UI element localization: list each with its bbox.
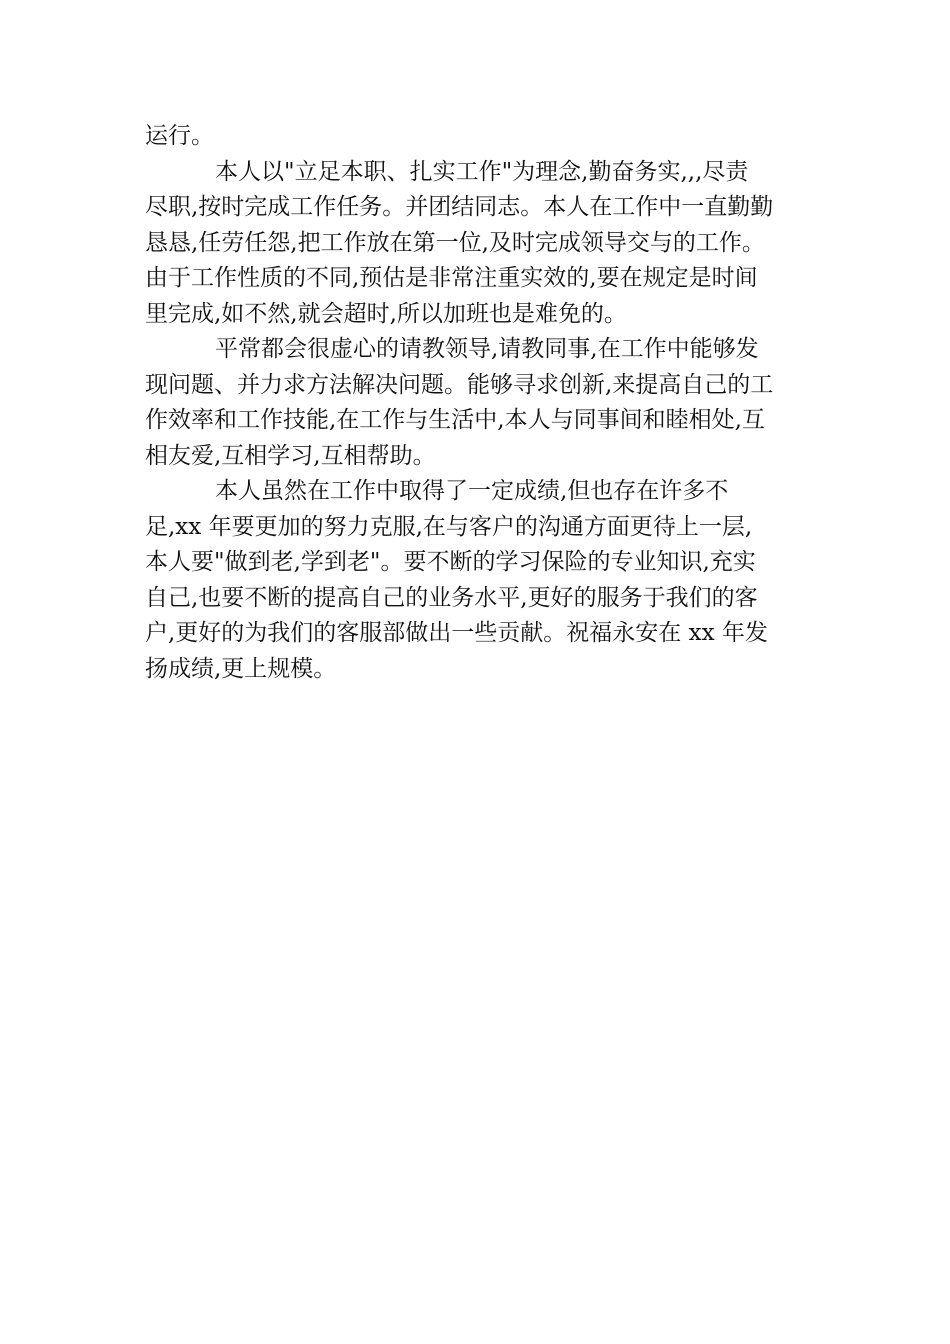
- text-line: 现问题、并力求方法解决问题。能够寻求创新,来提高自己的工: [145, 371, 774, 398]
- text-line: 本人虽然在工作中取得了一定成绩,但也存在许多不: [215, 478, 729, 504]
- text-line: 本人以"立足本职、扎实工作"为理念,勤奋务实,,,尽责: [215, 158, 749, 185]
- text-line: 恳恳,任劳任怨,把工作放在第一位,及时完成领导交与的工作。: [145, 229, 765, 256]
- text-line: 作效率和工作技能,在工作与生活中,本人与同事间和睦相处,互: [145, 407, 765, 433]
- text-line: 里完成,如不然,就会超时,所以加班也是难免的。: [145, 300, 627, 327]
- text-line: 足,xx 年要更加的努力克服,在与客户的沟通方面更待上一层,: [145, 513, 753, 540]
- text-line: 平常都会很虚心的请教领导,请教同事,在工作中能够发: [215, 336, 759, 362]
- text-line: 由于工作性质的不同,预估是非常注重实效的,要在规定是时间: [145, 265, 758, 291]
- text-line: 运行。: [145, 123, 214, 149]
- text-line: 相友爱,互相学习,互相帮助。: [145, 442, 436, 469]
- text-line: 尽职,按时完成工作任务。并团结同志。本人在工作中一直勤勤: [145, 194, 774, 220]
- document-body: [145, 119, 815, 687]
- text-line: 自己,也要不断的提高自己的业务水平,更好的服务于我们的客: [145, 584, 758, 611]
- text-line: 本人要"做到老,学到老"。要不断的学习保险的专业知识,充实: [145, 549, 756, 575]
- text-line: 扬成绩,更上规模。: [145, 655, 337, 682]
- text-line: 户,更好的为我们的客服部做出一些贡献。祝福永安在 xx 年发: [145, 620, 768, 646]
